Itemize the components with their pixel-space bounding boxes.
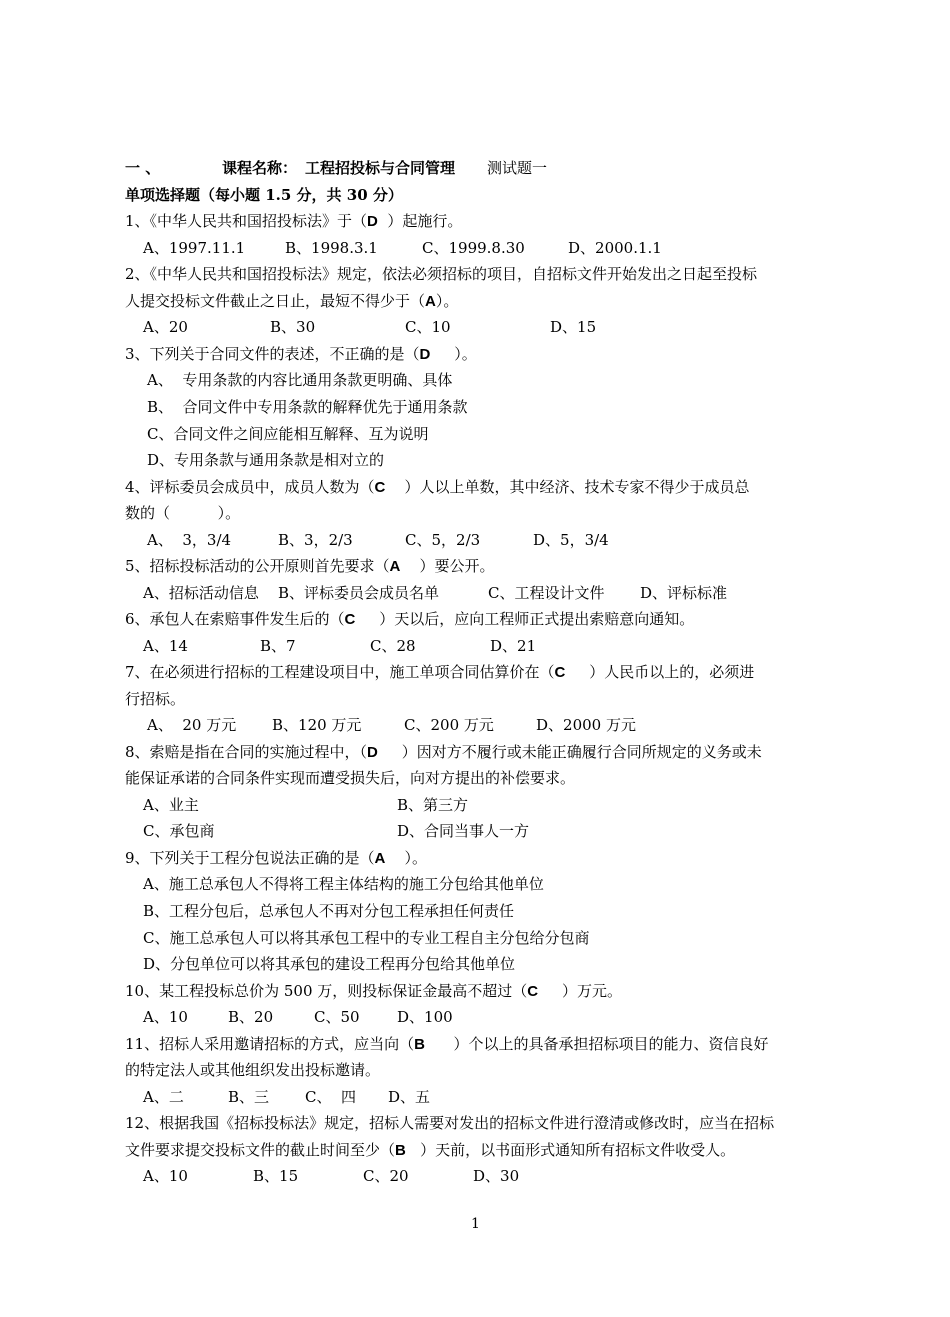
option-4a: A、 3，3/4 bbox=[147, 531, 232, 549]
option-2c: C、10 bbox=[405, 318, 451, 336]
question-8-cont: 能保证承诺的合同条件实现而遭受损失后，向对方提出的补偿要求。 bbox=[125, 769, 576, 787]
option-6b: B、7 bbox=[260, 637, 296, 655]
option-12c: C、20 bbox=[363, 1167, 409, 1185]
option-8d: D、合同当事人一方 bbox=[397, 822, 530, 840]
answer-7: C bbox=[554, 664, 566, 681]
test-title: 测试题一 bbox=[487, 159, 548, 177]
question-2: 2、《中华人民共和国招投标法》规定，依法必须招标的项目，自招标文件开始发出之日起至投标 bbox=[125, 265, 758, 283]
option-12b: B、15 bbox=[253, 1167, 299, 1185]
option-7d: D、2000 万元 bbox=[536, 716, 636, 734]
option-7c: C、200 万元 bbox=[404, 716, 494, 734]
section-title: 单项选择题（每小题 1.5 分，共 30 分） bbox=[125, 186, 403, 204]
option-10a: A、10 bbox=[143, 1008, 188, 1026]
option-8c: C、承包商 bbox=[143, 822, 215, 840]
question-6: 6、承包人在索赔事件发生后的（C ）天以后，应向工程师正式提出索赔意向通知。 bbox=[125, 610, 695, 628]
answer-11: B bbox=[414, 1036, 425, 1053]
option-11d: D、五 bbox=[388, 1088, 431, 1106]
answer-3: D bbox=[419, 346, 431, 363]
question-5: 5、招标投标活动的公开原则首先要求（A ）要公开。 bbox=[125, 557, 495, 575]
option-5d: D、评标标准 bbox=[640, 584, 728, 602]
option-3c: C、合同文件之间应能相互解释、互为说明 bbox=[147, 425, 429, 443]
option-3b: B、 合同文件中专用条款的解释优先于通用条款 bbox=[147, 398, 468, 416]
answer-4: C bbox=[374, 479, 386, 496]
page-number: 1 bbox=[471, 1216, 480, 1232]
option-1b: B、1998.3.1 bbox=[285, 239, 378, 257]
option-5a: A、招标活动信息 bbox=[143, 584, 259, 602]
option-9a: A、施工总承包人不得将工程主体结构的施工分包给其他单位 bbox=[143, 875, 544, 893]
option-7b: B、120 万元 bbox=[272, 716, 362, 734]
option-9c: C、施工总承包人可以将其承包工程中的专业工程自主分包给分包商 bbox=[143, 929, 590, 947]
option-10b: B、20 bbox=[228, 1008, 274, 1026]
answer-1: D bbox=[367, 213, 378, 230]
option-12d: D、30 bbox=[473, 1167, 520, 1185]
option-4c: C、5，2/3 bbox=[405, 531, 481, 549]
option-2a: A、20 bbox=[143, 318, 188, 336]
answer-6: C bbox=[344, 611, 356, 628]
answer-5: A bbox=[389, 558, 401, 575]
option-8a: A、业主 bbox=[143, 796, 199, 814]
question-8: 8、索赔是指在合同的实施过程中，（D ）因对方不履行或未能正确履行合同所规定的义务或未 bbox=[125, 743, 762, 761]
question-12-cont: 文件要求提交投标文件的截止时间至少（B ）天前，以书面形式通知所有招标文件收受人。 bbox=[125, 1141, 736, 1159]
answer-2: A bbox=[425, 293, 436, 310]
option-9b: B、工程分包后，总承包人不再对分包工程承担任何责任 bbox=[143, 902, 515, 920]
option-6c: C、28 bbox=[370, 637, 416, 655]
option-4d: D、5，3/4 bbox=[533, 531, 609, 549]
option-10c: C、50 bbox=[314, 1008, 360, 1026]
option-4b: B、3，2/3 bbox=[278, 531, 353, 549]
option-11b: B、三 bbox=[228, 1088, 270, 1106]
question-9: 9、下列关于工程分包说法正确的是（A ）。 bbox=[125, 849, 427, 867]
question-10: 10、某工程投标总价为 500 万，则投标保证金最高不超过（C ）万元。 bbox=[125, 982, 622, 1000]
question-11-cont: 的特定法人或其他组织发出投标邀请。 bbox=[125, 1061, 381, 1079]
option-9d: D、分包单位可以将其承包的建设工程再分包给其他单位 bbox=[143, 955, 516, 973]
option-10d: D、100 bbox=[397, 1008, 453, 1026]
option-3a: A、 专用条款的内容比通用条款更明确、具体 bbox=[147, 371, 453, 389]
question-4: 4、评标委员会成员中，成员人数为（C ）人以上单数，其中经济、技术专家不得少于成员总 bbox=[125, 478, 750, 496]
answer-10: C bbox=[527, 983, 539, 1000]
answer-12: B bbox=[395, 1142, 406, 1159]
question-1: 1、《中华人民共和国招投标法》于（D ）起施行。 bbox=[125, 212, 463, 230]
header-number: 一 、 bbox=[125, 159, 161, 177]
course-label: 课程名称： bbox=[222, 159, 298, 177]
course-name: 工程招投标与合同管理 bbox=[305, 159, 456, 177]
option-1c: C、1999.8.30 bbox=[422, 239, 525, 257]
question-3: 3、下列关于合同文件的表述，不正确的是（D ）。 bbox=[125, 345, 477, 363]
question-11: 11、招标人采用邀请招标的方式，应当向（B ）个以上的具备承担招标项目的能力、资信良好 bbox=[125, 1035, 769, 1053]
option-1d: D、2000.1.1 bbox=[568, 239, 662, 257]
question-4-cont: 数的（ ）。 bbox=[125, 504, 241, 522]
option-2b: B、30 bbox=[270, 318, 316, 336]
answer-8: D bbox=[367, 744, 378, 761]
option-11c: C、 四 bbox=[305, 1088, 357, 1106]
option-11a: A、二 bbox=[143, 1088, 184, 1106]
option-1a: A、1997.11.1 bbox=[143, 239, 246, 257]
question-7-cont: 行招标。 bbox=[125, 690, 186, 708]
option-6a: A、14 bbox=[143, 637, 188, 655]
question-2-cont: 人提交投标文件截止之日止，最短不得少于（A）。 bbox=[125, 292, 459, 310]
option-6d: D、21 bbox=[490, 637, 537, 655]
option-2d: D、15 bbox=[550, 318, 597, 336]
option-12a: A、10 bbox=[143, 1167, 188, 1185]
option-5c: C、工程设计文件 bbox=[488, 584, 605, 602]
option-8b: B、第三方 bbox=[397, 796, 469, 814]
answer-9: A bbox=[374, 850, 386, 867]
option-3d: D、专用条款与通用条款是相对立的 bbox=[147, 451, 385, 469]
option-5b: B、评标委员会成员名单 bbox=[278, 584, 440, 602]
question-12: 12、根据我国《招标投标法》规定，招标人需要对发出的招标文件进行澄清或修改时，应当在招标 bbox=[125, 1114, 775, 1132]
option-7a: A、 20 万元 bbox=[147, 716, 237, 734]
question-7: 7、在必须进行招标的工程建设项目中，施工单项合同估算价在（C ）人民币以上的，必须进 bbox=[125, 663, 755, 681]
